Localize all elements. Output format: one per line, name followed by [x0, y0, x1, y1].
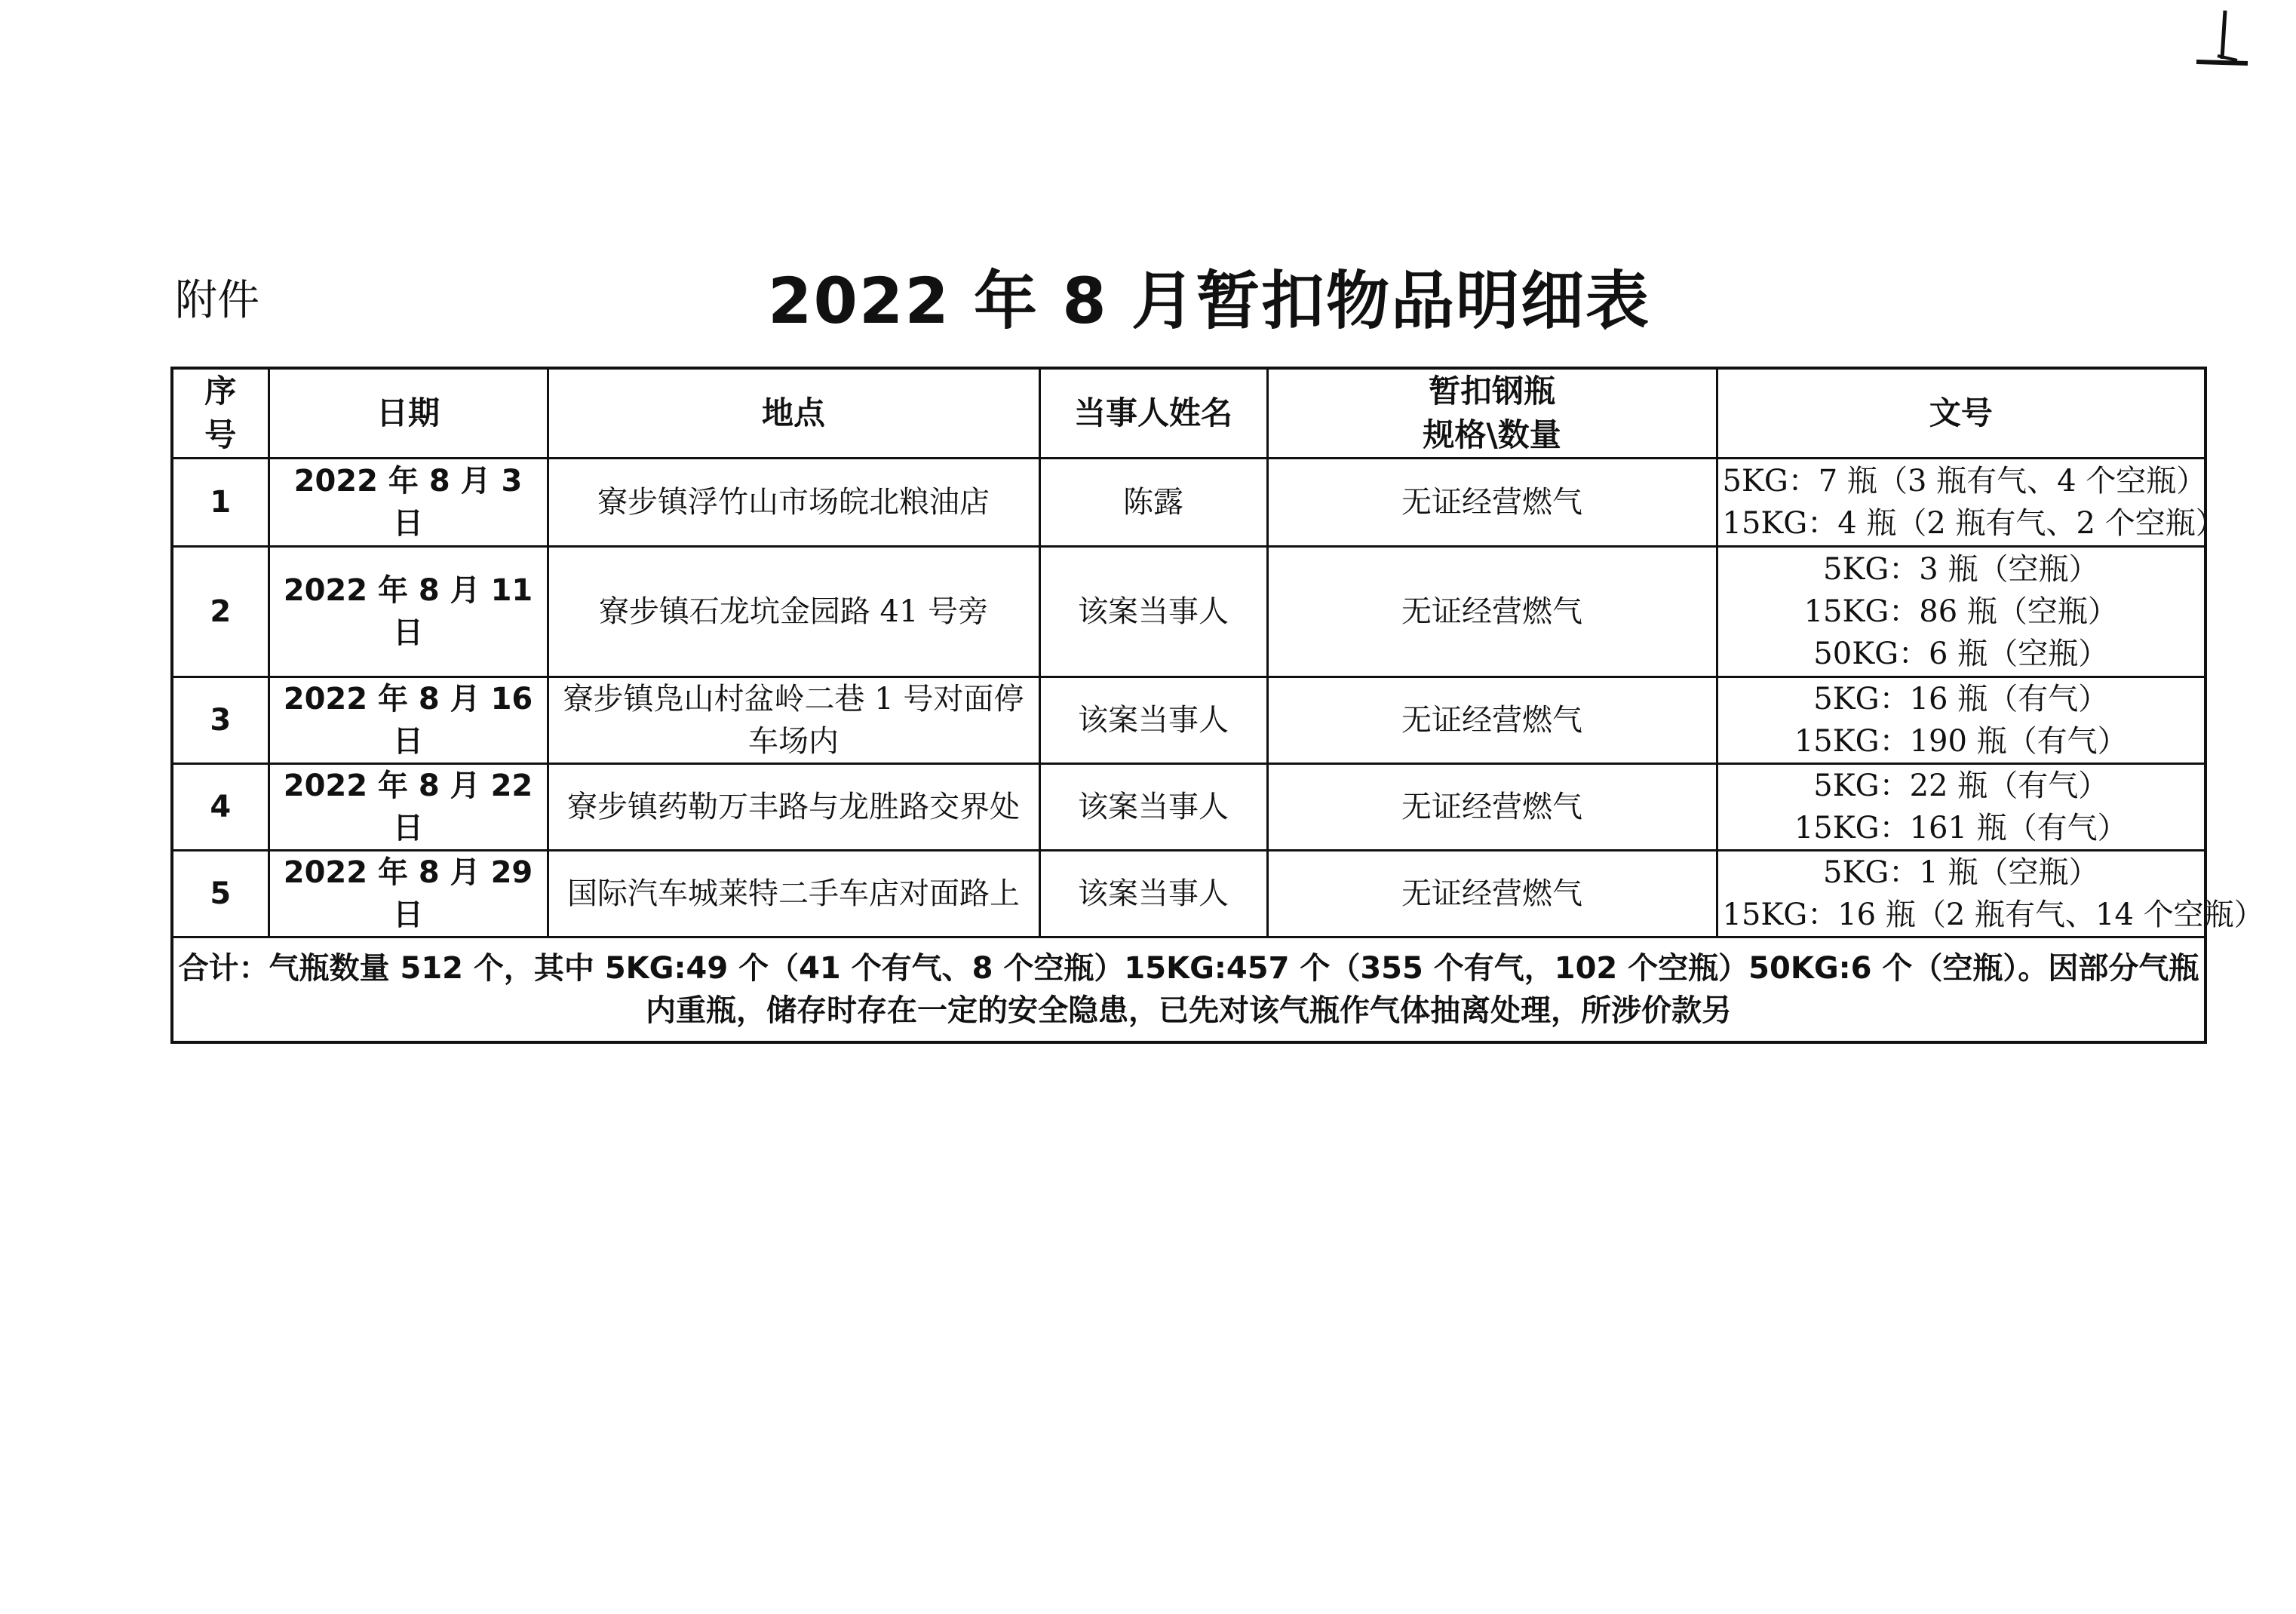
doc-no-line: 5KG：7 瓶（3 瓶有气、4 个空瓶） — [1722, 464, 2207, 499]
cell-date: 2022 年 8 月 16 日 — [269, 677, 548, 764]
cell-party: 该案当事人 — [1039, 547, 1267, 677]
doc-no-line: 5KG：1 瓶（空瓶） — [1823, 855, 2099, 890]
table-row — [172, 547, 2205, 677]
doc-no-line: 15KG：190 瓶（有气） — [1794, 724, 2128, 759]
table-row — [172, 459, 2205, 547]
cell-doc-no — [1717, 677, 2205, 764]
cell-date: 2022 年 8 月 29 日 — [269, 851, 548, 937]
cell-no: 4 — [172, 764, 269, 851]
cell-party: 该案当事人 — [1039, 764, 1267, 851]
doc-no-line: 15KG：4 瓶（2 瓶有气、2 个空瓶） — [1722, 506, 2226, 541]
cell-location: 寮步镇凫山村盆岭二巷 1 号对面停车场内 — [548, 677, 1039, 764]
cell-seized: 无证经营燃气 — [1267, 851, 1717, 937]
doc-no-line: 15KG：16 瓶（2 瓶有气、14 个空瓶） — [1722, 898, 2264, 932]
cell-seized: 无证经营燃气 — [1267, 547, 1717, 677]
cell-doc-no — [1717, 547, 2205, 677]
header-seized-line: 规格\数量 — [1423, 416, 1561, 453]
cell-no: 2 — [172, 547, 269, 677]
cell-doc-no — [1717, 764, 2205, 851]
table-row — [172, 677, 2205, 764]
cell-doc-no — [1717, 459, 2226, 547]
cell-party: 该案当事人 — [1039, 677, 1267, 764]
cell-no: 1 — [172, 459, 269, 547]
header-date: 日期 — [269, 368, 548, 459]
doc-no-line: 5KG：16 瓶（有气） — [1813, 682, 2109, 716]
page-title: 2022 年 8 月暂扣物品明细表 — [768, 264, 1650, 338]
seized-items-table — [170, 367, 2264, 1044]
cell-party: 陈露 — [1039, 459, 1267, 547]
doc-no-line: 15KG：161 瓶（有气） — [1794, 811, 2128, 845]
header-seized — [1267, 368, 1717, 459]
doc-no-line: 50KG：6 瓶（空瓶） — [1813, 637, 2109, 671]
cell-date: 2022 年 8 月 22 日 — [269, 764, 548, 851]
cell-party: 该案当事人 — [1039, 851, 1267, 937]
header-no-line: 序 — [204, 373, 237, 410]
cell-no: 5 — [172, 851, 269, 937]
doc-no-line: 5KG：22 瓶（有气） — [1813, 769, 2109, 803]
cell-location: 寮步镇药勒万丰路与龙胜路交界处 — [548, 764, 1039, 851]
doc-no-line: 5KG：3 瓶（空瓶） — [1823, 552, 2099, 587]
header-no-line: 号 — [204, 416, 237, 453]
table-row — [172, 851, 2205, 937]
cell-doc-no — [1717, 851, 2264, 937]
header-doc-no: 文号 — [1717, 368, 2205, 459]
header-party: 当事人姓名 — [1039, 368, 1267, 459]
corner-mark-icon — [2192, 6, 2252, 74]
cell-no: 3 — [172, 677, 269, 764]
cell-date: 2022 年 8 月 11 日 — [269, 547, 548, 677]
cell-location: 寮步镇浮竹山市场皖北粮油店 — [548, 459, 1039, 547]
cell-location: 寮步镇石龙坑金园路 41 号旁 — [548, 547, 1039, 677]
cell-date: 2022 年 8 月 3 日 — [269, 459, 548, 547]
header-location: 地点 — [548, 368, 1039, 459]
summary-row — [172, 937, 2205, 1043]
cell-location: 国际汽车城莱特二手车店对面路上 — [548, 851, 1039, 937]
table-header-row — [172, 368, 2205, 459]
cell-seized: 无证经营燃气 — [1267, 459, 1717, 547]
table-row — [172, 764, 2205, 851]
summary-text: 合计：气瓶数量 512 个，其中 5KG:49 个（41 个有气、8 个空瓶）15KG:457 个（355 个有气，102 个空瓶）50KG:6 个（空瓶）。因部分气瓶内重瓶，储存时存在一定的安全隐患，已先对该气瓶作气体抽离处理，所涉价款另 — [172, 937, 2205, 1043]
cell-seized: 无证经营燃气 — [1267, 764, 1717, 851]
header-no — [172, 368, 269, 459]
header-seized-line: 暂扣钢瓶 — [1428, 373, 1555, 410]
doc-no-line: 15KG：86 瓶（空瓶） — [1803, 594, 2118, 629]
cell-seized: 无证经营燃气 — [1267, 677, 1717, 764]
annex-label: 附件 — [175, 276, 259, 325]
